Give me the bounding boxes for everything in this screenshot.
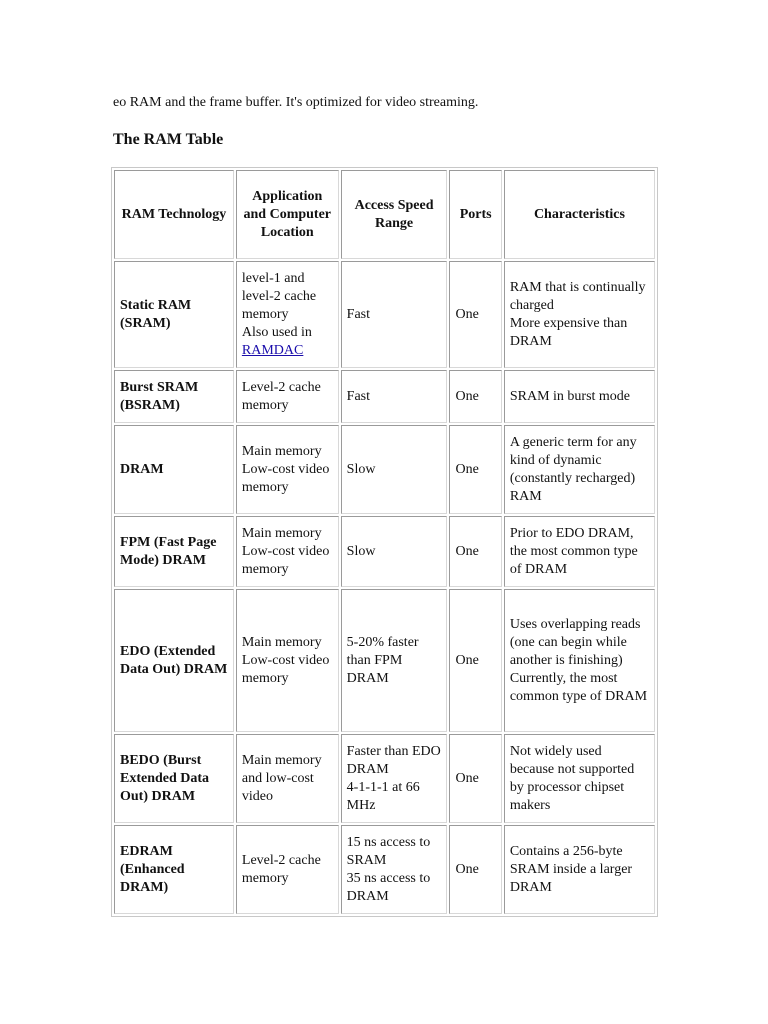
access-speed-line: Slow — [346, 461, 376, 477]
access-speed-line: Fast — [346, 306, 370, 322]
technology-cell: FPM (Fast Page Mode) DRAM — [114, 516, 234, 587]
table-row — [114, 425, 655, 514]
characteristics-cell — [504, 589, 655, 732]
application-cell — [236, 425, 339, 514]
characteristics-cell — [504, 516, 655, 587]
table-row — [114, 825, 655, 914]
access-speed-cell — [341, 425, 448, 514]
application-line: Main memory — [241, 525, 322, 541]
access-speed-cell — [341, 825, 448, 914]
characteristics-cell — [504, 261, 655, 368]
access-speed-line: Slow — [346, 543, 376, 559]
access-speed-line: 5-20% faster than FPM DRAM — [346, 634, 419, 686]
table-row — [114, 261, 655, 368]
characteristics-line: RAM that is continually charged — [509, 279, 646, 313]
ramdac-link[interactable]: RAMDAC — [241, 342, 304, 358]
header-technology: RAM Technology — [114, 170, 234, 259]
characteristics-line: A generic term for any kind of dynamic (constantly recharged) RAM — [509, 434, 637, 504]
technology-cell: Static RAM (SRAM) — [114, 261, 234, 368]
table-row — [114, 370, 655, 423]
characteristics-cell — [504, 825, 655, 914]
characteristics-cell — [504, 425, 655, 514]
application-line: level-1 and level-2 cache memory — [241, 270, 317, 322]
application-line: Level-2 cache memory — [241, 852, 321, 886]
technology-cell: Burst SRAM (BSRAM) — [114, 370, 234, 423]
application-line: Main memory — [241, 443, 322, 459]
access-speed-cell — [341, 589, 448, 732]
access-speed-line: 4-1-1-1 at 66 MHz — [346, 779, 420, 813]
technology-cell: BEDO (Burst Extended Data Out) DRAM — [114, 734, 234, 823]
access-speed-line: Fast — [346, 388, 370, 404]
section-heading: The RAM Table — [113, 131, 224, 148]
ports-cell: One — [449, 425, 501, 514]
application-line: Low-cost video memory — [241, 543, 330, 577]
access-speed-cell — [341, 261, 448, 368]
application-cell — [236, 370, 339, 423]
table-header-row — [114, 170, 655, 259]
access-speed-cell — [341, 516, 448, 587]
ram-table — [111, 167, 658, 917]
application-cell — [236, 825, 339, 914]
characteristics-line: Uses overlapping reads (one can begin while another is finishing) — [509, 616, 641, 668]
ports-cell: One — [449, 825, 501, 914]
table-row — [114, 734, 655, 823]
application-line: Also used in — [241, 324, 312, 340]
application-cell — [236, 261, 339, 368]
header-access-speed: Access Speed Range — [341, 170, 448, 259]
table-row — [114, 516, 655, 587]
ports-cell: One — [449, 589, 501, 732]
application-cell — [236, 734, 339, 823]
characteristics-line: Not widely used because not supported by processor chipset makers — [509, 743, 635, 813]
application-cell — [236, 516, 339, 587]
characteristics-cell — [504, 370, 655, 423]
technology-cell: DRAM — [114, 425, 234, 514]
table-row — [114, 589, 655, 732]
access-speed-cell — [341, 734, 448, 823]
characteristics-line: More expensive than DRAM — [509, 315, 628, 349]
application-line: Low-cost video memory — [241, 461, 330, 495]
header-characteristics: Characteristics — [504, 170, 655, 259]
access-speed-line: 15 ns access to SRAM — [346, 834, 431, 868]
access-speed-cell — [341, 370, 448, 423]
intro-paragraph: eo RAM and the frame buffer. It's optimized for video streaming. — [113, 95, 479, 110]
technology-cell: EDRAM (Enhanced DRAM) — [114, 825, 234, 914]
technology-cell: EDO (Extended Data Out) DRAM — [114, 589, 234, 732]
header-application: Application and Computer Location — [236, 170, 339, 259]
access-speed-line: 35 ns access to DRAM — [346, 870, 431, 904]
application-line: Main memory — [241, 634, 322, 650]
ports-cell: One — [449, 370, 501, 423]
ports-cell: One — [449, 734, 501, 823]
characteristics-cell — [504, 734, 655, 823]
access-speed-line: Faster than EDO DRAM — [346, 743, 441, 777]
characteristics-line: Prior to EDO DRAM, the most common type of DRAM — [509, 525, 638, 577]
characteristics-line: SRAM in burst mode — [509, 388, 631, 404]
header-ports: Ports — [449, 170, 501, 259]
ports-cell: One — [449, 516, 501, 587]
ports-cell: One — [449, 261, 501, 368]
application-line: Main memory and low-cost video — [241, 752, 322, 804]
application-cell — [236, 589, 339, 732]
application-line: Level-2 cache memory — [241, 379, 321, 413]
application-line: Low-cost video memory — [241, 652, 330, 686]
characteristics-line: Currently, the most common type of DRAM — [509, 670, 648, 704]
characteristics-line: Contains a 256-byte SRAM inside a larger DRAM — [509, 843, 633, 895]
